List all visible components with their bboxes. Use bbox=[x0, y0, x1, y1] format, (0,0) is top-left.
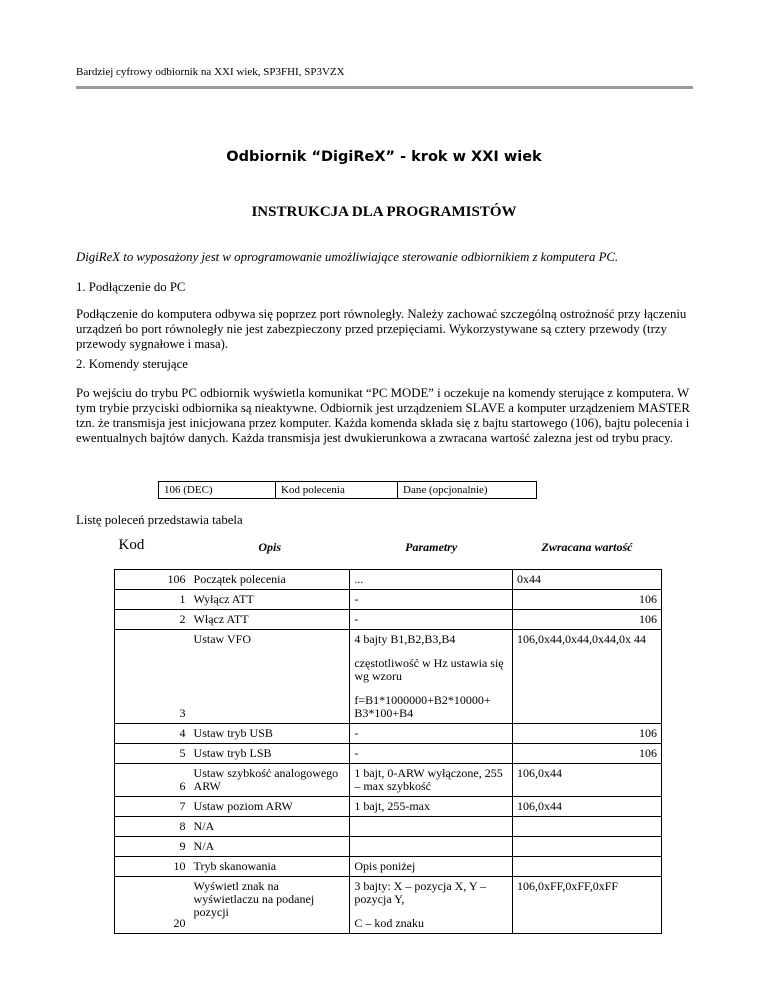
cell-opis: Wyłącz ATT bbox=[190, 590, 350, 610]
table-row bbox=[115, 744, 662, 764]
cell-kod: 20 bbox=[115, 877, 190, 934]
cell-param: Opis poniżej bbox=[350, 857, 513, 877]
table-row bbox=[115, 837, 662, 857]
table-row bbox=[115, 877, 662, 934]
header-parametry: Parametry bbox=[405, 540, 458, 554]
cell-kod: 6 bbox=[115, 764, 190, 797]
section1-heading: 1. Podłączenie do PC bbox=[76, 280, 186, 294]
cell-opis: Wyświetl znak na wyświetlaczu na podanej pozycji bbox=[190, 877, 350, 934]
cell-ret: 106 bbox=[512, 744, 661, 764]
cell-kod: 7 bbox=[115, 797, 190, 817]
cell-ret: 106,0xFF,0xFF,0xFF bbox=[512, 877, 661, 934]
cell-kod: 9 bbox=[115, 837, 190, 857]
cell-kod: 4 bbox=[115, 724, 190, 744]
cell-ret: 106 bbox=[512, 610, 661, 630]
frame-start-byte: 106 (DEC) bbox=[159, 482, 276, 498]
cell-ret: 0x44 bbox=[512, 570, 661, 590]
cell-opis: Włącz ATT bbox=[190, 610, 350, 630]
cell-ret: 106 bbox=[512, 724, 661, 744]
cell-kod: 3 bbox=[115, 630, 190, 724]
document-subtitle: INSTRUKCJA DLA PROGRAMISTÓW bbox=[251, 204, 517, 220]
table-row bbox=[115, 857, 662, 877]
cell-ret: 106,0x44,0x44,0x44,0x 44 bbox=[512, 630, 661, 724]
cell-ret bbox=[512, 857, 661, 877]
param-line: 3 bajty: X – pozycja X, Y – pozycja Y, bbox=[354, 879, 487, 906]
param-line: 4 bajty B1,B2,B3,B4 bbox=[354, 632, 456, 646]
header-kod: Kod bbox=[118, 537, 145, 553]
cell-opis: Ustaw tryb LSB bbox=[190, 744, 350, 764]
cell-opis: Tryb skanowania bbox=[190, 857, 350, 877]
cell-ret: 106 bbox=[512, 590, 661, 610]
cell-param: ... bbox=[350, 570, 513, 590]
cell-opis: N/A bbox=[190, 837, 350, 857]
frame-command-byte: Kod polecenia bbox=[276, 482, 398, 498]
cell-opis: Ustaw szybkość analogowego ARW bbox=[190, 764, 350, 797]
cell-param bbox=[350, 630, 513, 724]
command-table bbox=[114, 536, 662, 934]
param-line: f=B1*1000000+B2*10000+ B3*100+B4 bbox=[354, 693, 491, 720]
section1-body: Podłączenie do komputera odbywa się poprzez port równoległy. Należy zachować szczególną ostrożność przy łączeniu urządzeń bo port równoległy nie jest zabezpieczony przed przepięciami. Wykorzystywane są cztery przewody (trzy przewody sygnałowe i masa). bbox=[76, 307, 687, 351]
table-row bbox=[115, 610, 662, 630]
cell-param bbox=[350, 837, 513, 857]
cell-ret bbox=[512, 837, 661, 857]
cell-opis: Ustaw VFO bbox=[190, 630, 350, 724]
intro-paragraph: DigiReX to wyposażony jest w oprogramowanie umożliwiające sterowanie odbiornikiem z komputera PC. bbox=[76, 250, 619, 264]
section2-body: Po wejściu do trybu PC odbiornik wyświetla komunikat “PC MODE” i oczekuje na komendy sterujące z komputera. W tym trybie przyciski odbiornika są nieaktywne. Odbiornik jest urządzeniem SLAVE a komputer urządzeniem MASTER tzn. że transmisja jest inicjowana przez komputer. Każda komenda składa się z bajtu startowego (106), bajtu polecenia i ewentualnych bajtów danych. Każda transmisja jest dwukierunkowa a zwracana wartość zalezna jest od trybu pracy. bbox=[76, 386, 690, 445]
cell-param bbox=[350, 817, 513, 837]
command-frame-diagram bbox=[158, 481, 537, 499]
cell-opis: Początek polecenia bbox=[190, 570, 350, 590]
header-rule bbox=[76, 86, 693, 89]
table-row bbox=[115, 570, 662, 590]
cell-ret: 106,0x44 bbox=[512, 764, 661, 797]
cell-param: - bbox=[350, 724, 513, 744]
cell-kod: 5 bbox=[115, 744, 190, 764]
param-line: C – kod znaku bbox=[354, 916, 424, 930]
document-title: Odbiornik “DigiReX” - krok w XXI wiek bbox=[226, 149, 542, 165]
cell-param: - bbox=[350, 610, 513, 630]
cell-ret bbox=[512, 817, 661, 837]
table-lead-text: Listę poleceń przedstawia tabela bbox=[76, 513, 243, 527]
cell-ret: 106,0x44 bbox=[512, 797, 661, 817]
header-zwracana: Zwracana wartość bbox=[541, 540, 633, 554]
cell-param: - bbox=[350, 744, 513, 764]
cell-opis: Ustaw poziom ARW bbox=[190, 797, 350, 817]
cell-opis: Ustaw tryb USB bbox=[190, 724, 350, 744]
param-line: częstotliwość w Hz ustawia się wg wzoru bbox=[354, 656, 504, 683]
table-row bbox=[115, 817, 662, 837]
cell-param: 1 bajt, 255-max bbox=[350, 797, 513, 817]
table-row bbox=[115, 590, 662, 610]
frame-data-bytes: Dane (opcjonalnie) bbox=[403, 484, 488, 496]
cell-kod: 106 bbox=[115, 570, 190, 590]
cell-kod: 2 bbox=[115, 610, 190, 630]
cell-kod: 8 bbox=[115, 817, 190, 837]
cell-kod: 10 bbox=[115, 857, 190, 877]
table-row bbox=[115, 724, 662, 744]
cell-opis: N/A bbox=[190, 817, 350, 837]
section2-heading: 2. Komendy sterujące bbox=[76, 357, 188, 371]
table-row bbox=[115, 630, 662, 724]
running-header: Bardziej cyfrowy odbiornik na XXI wiek, SP3FHI, SP3VZX bbox=[76, 66, 345, 78]
cell-param: - bbox=[350, 590, 513, 610]
cell-param: 1 bajt, 0-ARW wyłączone, 255 – max szybkość bbox=[350, 764, 513, 797]
cell-kod: 1 bbox=[115, 590, 190, 610]
header-opis: Opis bbox=[258, 540, 282, 554]
cell-param bbox=[350, 877, 513, 934]
table-row bbox=[115, 764, 662, 797]
table-row bbox=[115, 797, 662, 817]
